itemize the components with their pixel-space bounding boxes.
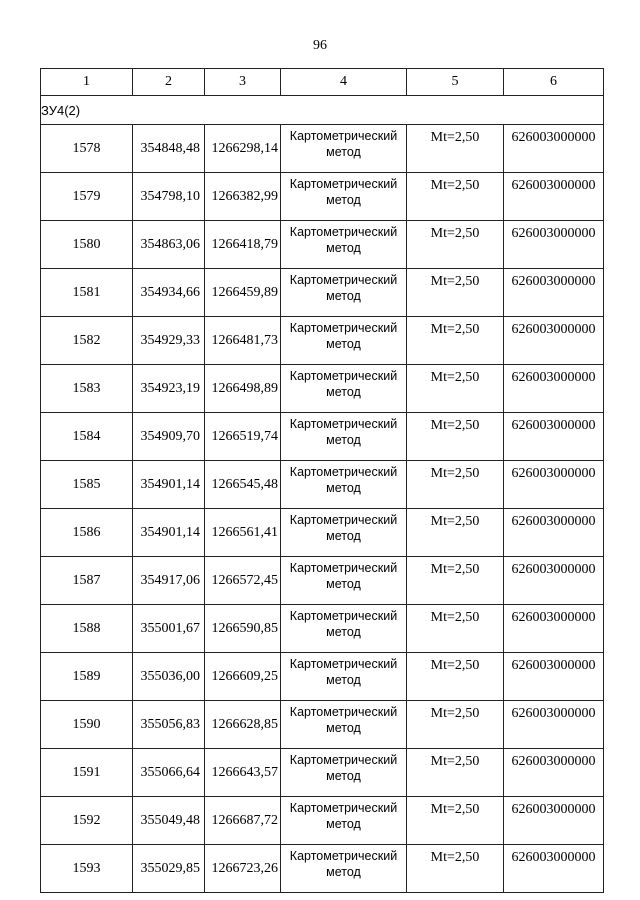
point-number-cell: 1591: [41, 749, 133, 797]
table-row: [41, 173, 604, 221]
x-coordinate-cell: 354901,14: [133, 509, 205, 557]
x-coordinate-cell: 354923,19: [133, 365, 205, 413]
code-cell: 626003000000: [504, 317, 604, 365]
point-number-cell: 1578: [41, 125, 133, 173]
x-coordinate-cell: 354909,70: [133, 413, 205, 461]
method-line-2: метод: [326, 433, 361, 447]
method-line-2: метод: [326, 865, 361, 879]
column-header: 1: [41, 69, 133, 96]
code-cell: 626003000000: [504, 797, 604, 845]
method-line-1: Картометрический: [289, 369, 398, 383]
section-label: ЗУ4(2): [41, 96, 604, 125]
table-row: [41, 221, 604, 269]
method-line-2: метод: [326, 625, 361, 639]
point-number-cell: 1585: [41, 461, 133, 509]
accuracy-cell: Mt=2,50: [407, 269, 504, 317]
point-number-cell: 1580: [41, 221, 133, 269]
table-row: [41, 845, 604, 893]
code-cell: 626003000000: [504, 509, 604, 557]
x-coordinate-cell: 354929,33: [133, 317, 205, 365]
coordinates-table: [40, 68, 604, 893]
method-line-1: Картометрический: [289, 609, 398, 623]
point-number-cell: 1583: [41, 365, 133, 413]
method-line-1: Картометрический: [289, 129, 398, 143]
method-line-2: метод: [326, 577, 361, 591]
x-coordinate-cell: 354917,06: [133, 557, 205, 605]
table-row: [41, 557, 604, 605]
point-number-cell: 1590: [41, 701, 133, 749]
method-line-1: Картометрический: [289, 321, 398, 335]
method-line-1: Картометрический: [289, 657, 398, 671]
x-coordinate-cell: 354901,14: [133, 461, 205, 509]
method-cell: [281, 509, 407, 557]
y-coordinate-cell: 1266481,73: [205, 317, 281, 365]
table-row: [41, 461, 604, 509]
method-line-2: метод: [326, 673, 361, 687]
method-line-2: метод: [326, 337, 361, 351]
method-line-1: Картометрический: [289, 177, 398, 191]
table-row: [41, 605, 604, 653]
method-line-1: Картометрический: [289, 225, 398, 239]
point-number-cell: 1593: [41, 845, 133, 893]
method-line-1: Картометрический: [289, 465, 398, 479]
column-header: 5: [407, 69, 504, 96]
table-row: [41, 317, 604, 365]
y-coordinate-cell: 1266418,79: [205, 221, 281, 269]
accuracy-cell: Mt=2,50: [407, 317, 504, 365]
method-line-2: метод: [326, 193, 361, 207]
y-coordinate-cell: 1266498,89: [205, 365, 281, 413]
x-coordinate-cell: 354798,10: [133, 173, 205, 221]
method-cell: [281, 461, 407, 509]
code-cell: 626003000000: [504, 701, 604, 749]
x-coordinate-cell: 355066,64: [133, 749, 205, 797]
method-line-2: метод: [326, 289, 361, 303]
accuracy-cell: Mt=2,50: [407, 509, 504, 557]
x-coordinate-cell: 355001,67: [133, 605, 205, 653]
method-cell: [281, 797, 407, 845]
method-line-1: Картометрический: [289, 801, 398, 815]
x-coordinate-cell: 355056,83: [133, 701, 205, 749]
point-number-cell: 1592: [41, 797, 133, 845]
method-line-2: метод: [326, 145, 361, 159]
accuracy-cell: Mt=2,50: [407, 749, 504, 797]
table-row: [41, 365, 604, 413]
code-cell: 626003000000: [504, 845, 604, 893]
method-line-1: Картометрический: [289, 273, 398, 287]
method-cell: [281, 413, 407, 461]
point-number-cell: 1588: [41, 605, 133, 653]
code-cell: 626003000000: [504, 461, 604, 509]
method-line-2: метод: [326, 241, 361, 255]
accuracy-cell: Mt=2,50: [407, 845, 504, 893]
point-number-cell: 1581: [41, 269, 133, 317]
code-cell: 626003000000: [504, 221, 604, 269]
method-line-1: Картометрический: [289, 753, 398, 767]
code-cell: 626003000000: [504, 605, 604, 653]
method-cell: [281, 605, 407, 653]
accuracy-cell: Mt=2,50: [407, 125, 504, 173]
y-coordinate-cell: 1266519,74: [205, 413, 281, 461]
x-coordinate-cell: 354848,48: [133, 125, 205, 173]
method-cell: [281, 653, 407, 701]
table-row: [41, 701, 604, 749]
method-cell: [281, 557, 407, 605]
code-cell: 626003000000: [504, 125, 604, 173]
method-cell: [281, 269, 407, 317]
code-cell: 626003000000: [504, 557, 604, 605]
y-coordinate-cell: 1266687,72: [205, 797, 281, 845]
accuracy-cell: Mt=2,50: [407, 797, 504, 845]
accuracy-cell: Mt=2,50: [407, 701, 504, 749]
method-line-2: метод: [326, 529, 361, 543]
point-number-cell: 1589: [41, 653, 133, 701]
method-cell: [281, 221, 407, 269]
section-row: [41, 96, 604, 125]
code-cell: 626003000000: [504, 365, 604, 413]
point-number-cell: 1579: [41, 173, 133, 221]
method-cell: [281, 749, 407, 797]
table-row: [41, 509, 604, 557]
x-coordinate-cell: 355036,00: [133, 653, 205, 701]
page-number: 96: [313, 38, 327, 53]
point-number-cell: 1586: [41, 509, 133, 557]
table-row: [41, 653, 604, 701]
code-cell: 626003000000: [504, 269, 604, 317]
y-coordinate-cell: 1266459,89: [205, 269, 281, 317]
method-line-1: Картометрический: [289, 513, 398, 527]
accuracy-cell: Mt=2,50: [407, 461, 504, 509]
x-coordinate-cell: 354934,66: [133, 269, 205, 317]
method-line-1: Картометрический: [289, 561, 398, 575]
y-coordinate-cell: 1266572,45: [205, 557, 281, 605]
method-line-2: метод: [326, 817, 361, 831]
point-number-cell: 1582: [41, 317, 133, 365]
accuracy-cell: Mt=2,50: [407, 365, 504, 413]
method-line-2: метод: [326, 481, 361, 495]
accuracy-cell: Mt=2,50: [407, 221, 504, 269]
column-header: 4: [281, 69, 407, 96]
y-coordinate-cell: 1266382,99: [205, 173, 281, 221]
x-coordinate-cell: 355029,85: [133, 845, 205, 893]
y-coordinate-cell: 1266628,85: [205, 701, 281, 749]
accuracy-cell: Mt=2,50: [407, 557, 504, 605]
method-line-2: метод: [326, 721, 361, 735]
y-coordinate-cell: 1266643,57: [205, 749, 281, 797]
method-cell: [281, 125, 407, 173]
method-cell: [281, 317, 407, 365]
method-cell: [281, 845, 407, 893]
y-coordinate-cell: 1266590,85: [205, 605, 281, 653]
code-cell: 626003000000: [504, 653, 604, 701]
table-row: [41, 413, 604, 461]
method-line-1: Картометрический: [289, 849, 398, 863]
point-number-cell: 1584: [41, 413, 133, 461]
x-coordinate-cell: 354863,06: [133, 221, 205, 269]
accuracy-cell: Mt=2,50: [407, 605, 504, 653]
method-cell: [281, 173, 407, 221]
accuracy-cell: Mt=2,50: [407, 653, 504, 701]
y-coordinate-cell: 1266609,25: [205, 653, 281, 701]
table-row: [41, 749, 604, 797]
point-number-cell: 1587: [41, 557, 133, 605]
code-cell: 626003000000: [504, 749, 604, 797]
accuracy-cell: Mt=2,50: [407, 413, 504, 461]
method-line-1: Картометрический: [289, 705, 398, 719]
y-coordinate-cell: 1266723,26: [205, 845, 281, 893]
accuracy-cell: Mt=2,50: [407, 173, 504, 221]
method-line-2: метод: [326, 769, 361, 783]
x-coordinate-cell: 355049,48: [133, 797, 205, 845]
method-cell: [281, 365, 407, 413]
column-header: 3: [205, 69, 281, 96]
column-header: 6: [504, 69, 604, 96]
table-row: [41, 125, 604, 173]
code-cell: 626003000000: [504, 173, 604, 221]
y-coordinate-cell: 1266545,48: [205, 461, 281, 509]
column-header: 2: [133, 69, 205, 96]
method-cell: [281, 701, 407, 749]
table-row: [41, 269, 604, 317]
y-coordinate-cell: 1266298,14: [205, 125, 281, 173]
y-coordinate-cell: 1266561,41: [205, 509, 281, 557]
table-header-row: [41, 69, 604, 96]
table-row: [41, 797, 604, 845]
method-line-1: Картометрический: [289, 417, 398, 431]
code-cell: 626003000000: [504, 413, 604, 461]
method-line-2: метод: [326, 385, 361, 399]
